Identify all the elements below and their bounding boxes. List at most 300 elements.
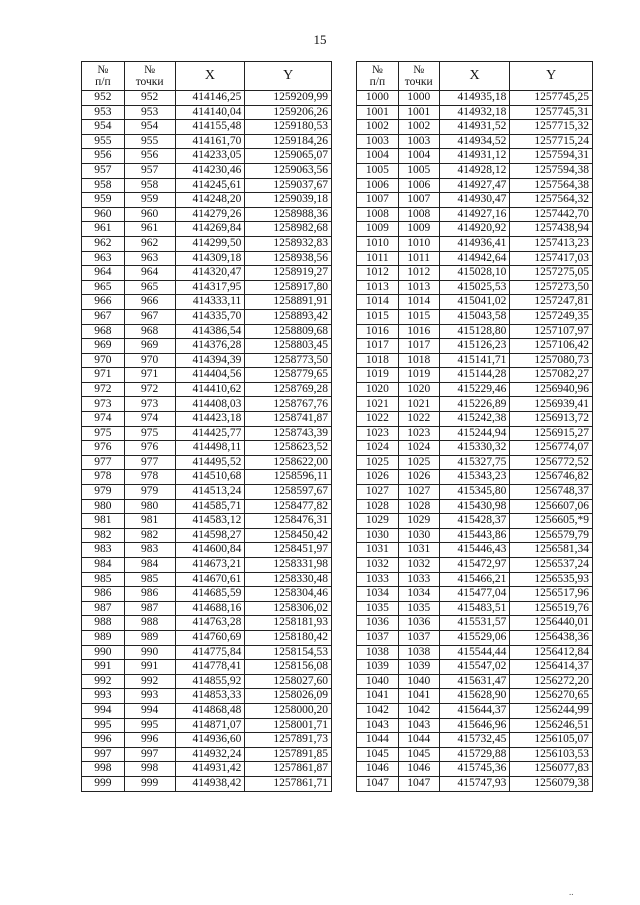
cell-y: 1258982,68 bbox=[245, 222, 332, 237]
cell-point-number: 954 bbox=[124, 120, 175, 135]
cell-y: 1257715,32 bbox=[510, 120, 593, 135]
cell-np: 1017 bbox=[357, 339, 399, 354]
cell-x: 415477,04 bbox=[439, 587, 510, 602]
cell-y: 1256412,84 bbox=[510, 645, 593, 660]
cell-x: 415327,75 bbox=[439, 455, 510, 470]
cell-x: 415128,80 bbox=[439, 324, 510, 339]
cell-point-number: 993 bbox=[124, 689, 175, 704]
cell-point-number: 1008 bbox=[398, 207, 439, 222]
table-row bbox=[82, 645, 332, 660]
cell-np: 995 bbox=[82, 718, 125, 733]
cell-np: 986 bbox=[82, 587, 125, 602]
cell-np: 989 bbox=[82, 630, 125, 645]
cell-y: 1258597,67 bbox=[245, 485, 332, 500]
cell-x: 414930,47 bbox=[439, 193, 510, 208]
cell-point-number: 1012 bbox=[398, 266, 439, 281]
cell-point-number: 1041 bbox=[398, 689, 439, 704]
cell-x: 415144,28 bbox=[439, 368, 510, 383]
table-row bbox=[357, 368, 593, 383]
cell-x: 414510,68 bbox=[175, 470, 245, 485]
cell-y: 1256913,72 bbox=[510, 412, 593, 427]
cell-y: 1258809,68 bbox=[245, 324, 332, 339]
table-row bbox=[357, 266, 593, 281]
cell-y: 1258917,80 bbox=[245, 280, 332, 295]
cell-x: 415126,23 bbox=[439, 339, 510, 354]
cell-y: 1258767,76 bbox=[245, 397, 332, 412]
table-row bbox=[357, 120, 593, 135]
cell-np: 1002 bbox=[357, 120, 399, 135]
cell-np: 977 bbox=[82, 455, 125, 470]
cell-y: 1258988,36 bbox=[245, 207, 332, 222]
table-row bbox=[357, 630, 593, 645]
cell-y: 1256607,06 bbox=[510, 499, 593, 514]
cell-y: 1258026,09 bbox=[245, 689, 332, 704]
cell-np: 991 bbox=[82, 660, 125, 675]
cell-x: 414871,07 bbox=[175, 718, 245, 733]
table-row bbox=[82, 163, 332, 178]
table-row bbox=[357, 236, 593, 251]
table-row bbox=[82, 251, 332, 266]
cell-y: 1258180,42 bbox=[245, 630, 332, 645]
cell-np: 963 bbox=[82, 251, 125, 266]
cell-x: 414688,16 bbox=[175, 601, 245, 616]
cell-x: 415466,21 bbox=[439, 572, 510, 587]
cell-y: 1256748,37 bbox=[510, 485, 593, 500]
cell-y: 1257594,31 bbox=[510, 149, 593, 164]
cell-np: 955 bbox=[82, 134, 125, 149]
cell-point-number: 1018 bbox=[398, 353, 439, 368]
cell-y: 1258156,08 bbox=[245, 660, 332, 675]
cell-x: 414335,70 bbox=[175, 309, 245, 324]
cell-x: 415631,47 bbox=[439, 674, 510, 689]
cell-y: 1256772,52 bbox=[510, 455, 593, 470]
cell-point-number: 1026 bbox=[398, 470, 439, 485]
cell-point-number: 1029 bbox=[398, 514, 439, 529]
cell-y: 1257891,73 bbox=[245, 733, 332, 748]
cell-point-number: 994 bbox=[124, 703, 175, 718]
cell-np: 993 bbox=[82, 689, 125, 704]
cell-np: 1046 bbox=[357, 762, 399, 777]
cell-point-number: 985 bbox=[124, 572, 175, 587]
cell-point-number: 959 bbox=[124, 193, 175, 208]
cell-point-number: 1025 bbox=[398, 455, 439, 470]
cell-x: 414853,33 bbox=[175, 689, 245, 704]
table-row bbox=[357, 514, 593, 529]
cell-np: 964 bbox=[82, 266, 125, 281]
cell-np: 983 bbox=[82, 543, 125, 558]
table-row bbox=[357, 295, 593, 310]
cell-y: 1257275,05 bbox=[510, 266, 593, 281]
cell-y: 1259037,67 bbox=[245, 178, 332, 193]
cell-y: 1256270,65 bbox=[510, 689, 593, 704]
cell-point-number: 1043 bbox=[398, 718, 439, 733]
cell-np: 974 bbox=[82, 412, 125, 427]
cell-np: 980 bbox=[82, 499, 125, 514]
cell-y: 1257438,94 bbox=[510, 222, 593, 237]
cell-x: 414931,42 bbox=[175, 762, 245, 777]
cell-y: 1257080,73 bbox=[510, 353, 593, 368]
cell-point-number: 1013 bbox=[398, 280, 439, 295]
cell-point-number: 965 bbox=[124, 280, 175, 295]
cell-np: 1023 bbox=[357, 426, 399, 441]
cell-x: 415028,10 bbox=[439, 266, 510, 281]
cell-np: 953 bbox=[82, 105, 125, 120]
cell-y: 1256537,24 bbox=[510, 558, 593, 573]
table-row bbox=[357, 747, 593, 762]
table-row bbox=[357, 601, 593, 616]
table-row bbox=[82, 747, 332, 762]
cell-point-number: 1035 bbox=[398, 601, 439, 616]
cell-point-number: 963 bbox=[124, 251, 175, 266]
cell-point-number: 1010 bbox=[398, 236, 439, 251]
cell-y: 1258181,93 bbox=[245, 616, 332, 631]
cell-y: 1258027,60 bbox=[245, 674, 332, 689]
cell-x: 414932,24 bbox=[175, 747, 245, 762]
cell-x: 414931,12 bbox=[439, 149, 510, 164]
cell-x: 415428,37 bbox=[439, 514, 510, 529]
cell-np: 968 bbox=[82, 324, 125, 339]
cell-y: 1257442,70 bbox=[510, 207, 593, 222]
cell-point-number: 977 bbox=[124, 455, 175, 470]
cell-y: 1257861,87 bbox=[245, 762, 332, 777]
cell-x: 415041,02 bbox=[439, 295, 510, 310]
table-row bbox=[82, 280, 332, 295]
cell-y: 1258741,87 bbox=[245, 412, 332, 427]
cell-x: 415531,57 bbox=[439, 616, 510, 631]
cell-x: 415644,37 bbox=[439, 703, 510, 718]
cell-point-number: 1030 bbox=[398, 528, 439, 543]
cell-np: 985 bbox=[82, 572, 125, 587]
table-row bbox=[82, 295, 332, 310]
cell-point-number: 1014 bbox=[398, 295, 439, 310]
cell-x: 415547,02 bbox=[439, 660, 510, 675]
cell-point-number: 952 bbox=[124, 91, 175, 106]
cell-x: 415544,44 bbox=[439, 645, 510, 660]
cell-np: 1021 bbox=[357, 397, 399, 412]
table-row bbox=[357, 441, 593, 456]
cell-x: 414161,70 bbox=[175, 134, 245, 149]
cell-point-number: 1037 bbox=[398, 630, 439, 645]
cell-point-number: 992 bbox=[124, 674, 175, 689]
table-row bbox=[357, 207, 593, 222]
cell-np: 1009 bbox=[357, 222, 399, 237]
cell-np: 1030 bbox=[357, 528, 399, 543]
cell-np: 1025 bbox=[357, 455, 399, 470]
cell-point-number: 1020 bbox=[398, 382, 439, 397]
cell-np: 1024 bbox=[357, 441, 399, 456]
cell-np: 966 bbox=[82, 295, 125, 310]
cell-y: 1257417,03 bbox=[510, 251, 593, 266]
cell-y: 1258001,71 bbox=[245, 718, 332, 733]
cell-point-number: 969 bbox=[124, 339, 175, 354]
cell-point-number: 1017 bbox=[398, 339, 439, 354]
cell-x: 415330,32 bbox=[439, 441, 510, 456]
cell-np: 992 bbox=[82, 674, 125, 689]
cell-y: 1257106,42 bbox=[510, 339, 593, 354]
cell-x: 415529,06 bbox=[439, 630, 510, 645]
cell-x: 414920,92 bbox=[439, 222, 510, 237]
cell-x: 414942,64 bbox=[439, 251, 510, 266]
cell-y: 1256774,07 bbox=[510, 441, 593, 456]
cell-y: 1256244,99 bbox=[510, 703, 593, 718]
cell-x: 414855,92 bbox=[175, 674, 245, 689]
cell-x: 414583,12 bbox=[175, 514, 245, 529]
cell-np: 961 bbox=[82, 222, 125, 237]
cell-x: 415646,96 bbox=[439, 718, 510, 733]
table-row bbox=[82, 587, 332, 602]
cell-x: 414763,28 bbox=[175, 616, 245, 631]
table-row bbox=[82, 309, 332, 324]
cell-point-number: 999 bbox=[124, 776, 175, 791]
cell-point-number: 958 bbox=[124, 178, 175, 193]
cell-y: 1258000,20 bbox=[245, 703, 332, 718]
header-point: № точки bbox=[398, 62, 439, 91]
cell-np: 1036 bbox=[357, 616, 399, 631]
cell-y: 1258330,48 bbox=[245, 572, 332, 587]
table-row bbox=[357, 528, 593, 543]
cell-y: 1258623,52 bbox=[245, 441, 332, 456]
corner-mark: .. bbox=[569, 887, 574, 897]
header-point: № точки bbox=[124, 62, 175, 91]
cell-x: 414938,42 bbox=[175, 776, 245, 791]
cell-x: 414404,56 bbox=[175, 368, 245, 383]
cell-x: 414155,48 bbox=[175, 120, 245, 135]
cell-x: 415745,36 bbox=[439, 762, 510, 777]
cell-np: 1014 bbox=[357, 295, 399, 310]
cell-x: 414673,21 bbox=[175, 558, 245, 573]
cell-x: 415747,93 bbox=[439, 776, 510, 791]
cell-x: 414600,84 bbox=[175, 543, 245, 558]
table-row bbox=[82, 236, 332, 251]
cell-point-number: 1034 bbox=[398, 587, 439, 602]
cell-np: 1032 bbox=[357, 558, 399, 573]
cell-point-number: 1000 bbox=[398, 91, 439, 106]
header-np: № п/п bbox=[357, 62, 399, 91]
table-row bbox=[357, 703, 593, 718]
cell-x: 414932,18 bbox=[439, 105, 510, 120]
cell-x: 414670,61 bbox=[175, 572, 245, 587]
cell-np: 978 bbox=[82, 470, 125, 485]
table-row bbox=[357, 455, 593, 470]
table-row bbox=[82, 616, 332, 631]
cell-point-number: 979 bbox=[124, 485, 175, 500]
cell-y: 1257249,35 bbox=[510, 309, 593, 324]
table-row bbox=[357, 382, 593, 397]
cell-np: 981 bbox=[82, 514, 125, 529]
cell-y: 1256414,37 bbox=[510, 660, 593, 675]
table-row bbox=[82, 558, 332, 573]
cell-np: 956 bbox=[82, 149, 125, 164]
cell-y: 1257564,32 bbox=[510, 193, 593, 208]
page-number: 15 bbox=[313, 32, 327, 47]
table-row bbox=[357, 353, 593, 368]
cell-x: 414317,95 bbox=[175, 280, 245, 295]
cell-x: 414928,12 bbox=[439, 163, 510, 178]
cell-point-number: 984 bbox=[124, 558, 175, 573]
table-row bbox=[357, 324, 593, 339]
cell-point-number: 973 bbox=[124, 397, 175, 412]
cell-np: 1033 bbox=[357, 572, 399, 587]
cell-np: 1010 bbox=[357, 236, 399, 251]
cell-point-number: 996 bbox=[124, 733, 175, 748]
coordinates-table-left bbox=[81, 61, 332, 792]
cell-point-number: 1040 bbox=[398, 674, 439, 689]
cell-np: 1007 bbox=[357, 193, 399, 208]
table-row bbox=[357, 645, 593, 660]
cell-x: 414248,20 bbox=[175, 193, 245, 208]
cell-point-number: 1044 bbox=[398, 733, 439, 748]
cell-x: 415732,45 bbox=[439, 733, 510, 748]
cell-y: 1259039,18 bbox=[245, 193, 332, 208]
cell-y: 1258154,53 bbox=[245, 645, 332, 660]
cell-x: 414934,52 bbox=[439, 134, 510, 149]
cell-point-number: 989 bbox=[124, 630, 175, 645]
cell-np: 1028 bbox=[357, 499, 399, 514]
table-row bbox=[82, 514, 332, 529]
cell-np: 959 bbox=[82, 193, 125, 208]
cell-x: 414146,25 bbox=[175, 91, 245, 106]
cell-y: 1257273,50 bbox=[510, 280, 593, 295]
cell-y: 1257891,85 bbox=[245, 747, 332, 762]
cell-x: 414309,18 bbox=[175, 251, 245, 266]
cell-point-number: 982 bbox=[124, 528, 175, 543]
cell-np: 987 bbox=[82, 601, 125, 616]
cell-y: 1258450,42 bbox=[245, 528, 332, 543]
cell-y: 1256517,96 bbox=[510, 587, 593, 602]
cell-point-number: 967 bbox=[124, 309, 175, 324]
table-row bbox=[82, 441, 332, 456]
cell-x: 415345,80 bbox=[439, 485, 510, 500]
table-row bbox=[82, 703, 332, 718]
cell-point-number: 964 bbox=[124, 266, 175, 281]
cell-point-number: 974 bbox=[124, 412, 175, 427]
cell-point-number: 966 bbox=[124, 295, 175, 310]
cell-x: 414333,11 bbox=[175, 295, 245, 310]
table-row bbox=[82, 689, 332, 704]
cell-x: 414245,61 bbox=[175, 178, 245, 193]
cell-np: 971 bbox=[82, 368, 125, 383]
table-row bbox=[82, 455, 332, 470]
cell-np: 1045 bbox=[357, 747, 399, 762]
cell-y: 1256077,83 bbox=[510, 762, 593, 777]
cell-x: 414513,24 bbox=[175, 485, 245, 500]
cell-x: 414299,50 bbox=[175, 236, 245, 251]
table-row bbox=[82, 426, 332, 441]
cell-point-number: 991 bbox=[124, 660, 175, 675]
cell-np: 1018 bbox=[357, 353, 399, 368]
cell-y: 1258773,50 bbox=[245, 353, 332, 368]
cell-y: 1257745,25 bbox=[510, 91, 593, 106]
cell-x: 414498,11 bbox=[175, 441, 245, 456]
table-row bbox=[82, 134, 332, 149]
table-row bbox=[82, 382, 332, 397]
cell-point-number: 1033 bbox=[398, 572, 439, 587]
table-row bbox=[82, 630, 332, 645]
cell-np: 979 bbox=[82, 485, 125, 500]
cell-x: 414598,27 bbox=[175, 528, 245, 543]
cell-x: 414140,04 bbox=[175, 105, 245, 120]
cell-np: 973 bbox=[82, 397, 125, 412]
cell-x: 414585,71 bbox=[175, 499, 245, 514]
cell-x: 414931,52 bbox=[439, 120, 510, 135]
table-row bbox=[82, 660, 332, 675]
cell-point-number: 1006 bbox=[398, 178, 439, 193]
cell-x: 415141,71 bbox=[439, 353, 510, 368]
cell-point-number: 1007 bbox=[398, 193, 439, 208]
cell-point-number: 1031 bbox=[398, 543, 439, 558]
cell-point-number: 1015 bbox=[398, 309, 439, 324]
table-row bbox=[82, 776, 332, 791]
cell-point-number: 1019 bbox=[398, 368, 439, 383]
cell-point-number: 1028 bbox=[398, 499, 439, 514]
cell-x: 414320,47 bbox=[175, 266, 245, 281]
cell-x: 414935,18 bbox=[439, 91, 510, 106]
cell-np: 1008 bbox=[357, 207, 399, 222]
cell-y: 1258306,02 bbox=[245, 601, 332, 616]
table-row bbox=[82, 733, 332, 748]
cell-y: 1259065,07 bbox=[245, 149, 332, 164]
cell-np: 1034 bbox=[357, 587, 399, 602]
cell-np: 1040 bbox=[357, 674, 399, 689]
cell-y: 1257715,24 bbox=[510, 134, 593, 149]
cell-y: 1256915,27 bbox=[510, 426, 593, 441]
cell-np: 1016 bbox=[357, 324, 399, 339]
table-row bbox=[357, 660, 593, 675]
cell-y: 1258304,46 bbox=[245, 587, 332, 602]
cell-x: 415446,43 bbox=[439, 543, 510, 558]
cell-x: 415244,94 bbox=[439, 426, 510, 441]
cell-np: 952 bbox=[82, 91, 125, 106]
cell-np: 1000 bbox=[357, 91, 399, 106]
table-row bbox=[357, 689, 593, 704]
cell-y: 1256246,51 bbox=[510, 718, 593, 733]
table-row bbox=[82, 485, 332, 500]
cell-point-number: 1046 bbox=[398, 762, 439, 777]
cell-point-number: 1042 bbox=[398, 703, 439, 718]
cell-np: 1039 bbox=[357, 660, 399, 675]
header-np: № п/п bbox=[82, 62, 125, 91]
cell-np: 962 bbox=[82, 236, 125, 251]
cell-np: 1001 bbox=[357, 105, 399, 120]
cell-x: 414936,60 bbox=[175, 733, 245, 748]
cell-np: 1019 bbox=[357, 368, 399, 383]
table-row bbox=[82, 543, 332, 558]
cell-y: 1256272,20 bbox=[510, 674, 593, 689]
cell-point-number: 955 bbox=[124, 134, 175, 149]
cell-point-number: 970 bbox=[124, 353, 175, 368]
table-row bbox=[82, 528, 332, 543]
cell-y: 1258596,11 bbox=[245, 470, 332, 485]
cell-point-number: 1002 bbox=[398, 120, 439, 135]
table-row bbox=[357, 163, 593, 178]
cell-y: 1256579,79 bbox=[510, 528, 593, 543]
coordinates-table-right bbox=[356, 61, 593, 792]
cell-y: 1257247,81 bbox=[510, 295, 593, 310]
cell-np: 990 bbox=[82, 645, 125, 660]
cell-point-number: 1005 bbox=[398, 163, 439, 178]
table-row bbox=[357, 91, 593, 106]
cell-np: 982 bbox=[82, 528, 125, 543]
table-row bbox=[357, 587, 593, 602]
cell-y: 1256079,38 bbox=[510, 776, 593, 791]
table-row bbox=[357, 309, 593, 324]
cell-x: 414394,39 bbox=[175, 353, 245, 368]
cell-x: 414495,52 bbox=[175, 455, 245, 470]
table-row bbox=[82, 353, 332, 368]
table-row bbox=[82, 601, 332, 616]
table-row bbox=[82, 674, 332, 689]
table-row bbox=[357, 718, 593, 733]
